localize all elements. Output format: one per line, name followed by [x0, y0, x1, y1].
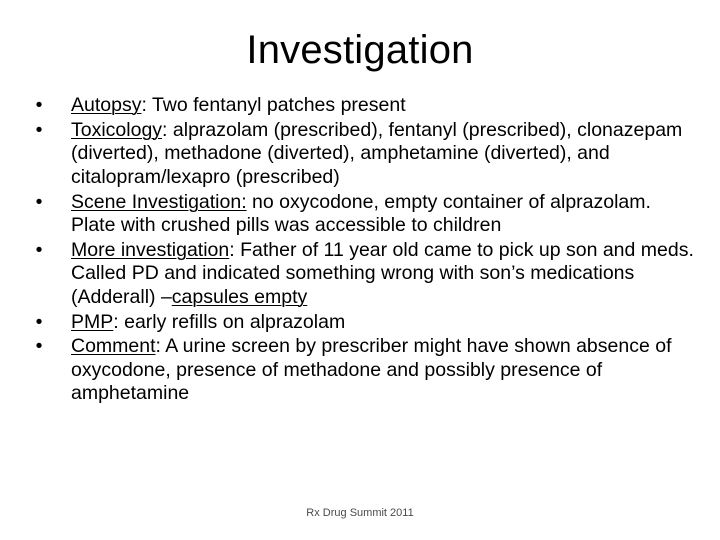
bullet-list	[26, 94, 698, 407]
bullet-item-autopsy	[26, 94, 698, 118]
bullet-text: A urine screen by prescriber might have shown absence of oxycodone, presence of methadone and possibly presence of amphetamine	[71, 335, 672, 405]
bullet-label: Scene Investigation:	[71, 190, 247, 213]
bullet-icon: •	[35, 118, 43, 141]
bullet-item-more-investigation	[26, 239, 698, 310]
bullet-label-suffix: :	[155, 335, 161, 358]
bullet-label: Comment	[71, 335, 156, 358]
bullet-underlined-tail: capsules empty	[171, 285, 308, 308]
bullet-label-suffix: :	[162, 118, 168, 141]
bullet-item-comment	[26, 335, 698, 406]
bullet-icon: •	[35, 94, 43, 116]
bullet-label: Autopsy	[71, 94, 142, 116]
bullet-text: early refills on alprazolam	[118, 310, 346, 333]
bullet-label-suffix: :	[229, 238, 235, 261]
bullet-text: alprazolam (prescribed), fentanyl (prescribed), clonazepam (diverted), methadone (diverted), amphetamine (diverted), and citalopram/lexapro (prescribed)	[71, 118, 683, 188]
bullet-icon: •	[35, 238, 43, 261]
bullet-item-pmp	[26, 311, 698, 335]
bullet-text: Two fentanyl patches present	[146, 94, 406, 116]
bullet-item-scene-investigation	[26, 191, 698, 238]
bullet-label: More investigation	[71, 238, 230, 261]
bullet-label-suffix: :	[113, 310, 119, 333]
bullet-text: no oxycodone, empty container of alprazolam. Plate with crushed pills was accessible to children	[71, 190, 651, 237]
bullet-icon: •	[35, 310, 43, 333]
bullet-text: Father of 11 year old came to pick up son and meds. Called PD and indicated something wrong with son’s medications (Adderall) –	[71, 238, 694, 308]
bullet-icon: •	[35, 190, 43, 213]
bullet-label: PMP	[71, 310, 114, 333]
bullet-item-toxicology	[26, 119, 698, 190]
slide-footer: Rx Drug Summit 2011	[306, 507, 414, 519]
bullet-icon: •	[35, 335, 43, 358]
bullet-label-suffix: :	[141, 94, 147, 116]
bullet-label: Toxicology	[71, 118, 163, 141]
slide-title: Investigation	[246, 28, 474, 72]
